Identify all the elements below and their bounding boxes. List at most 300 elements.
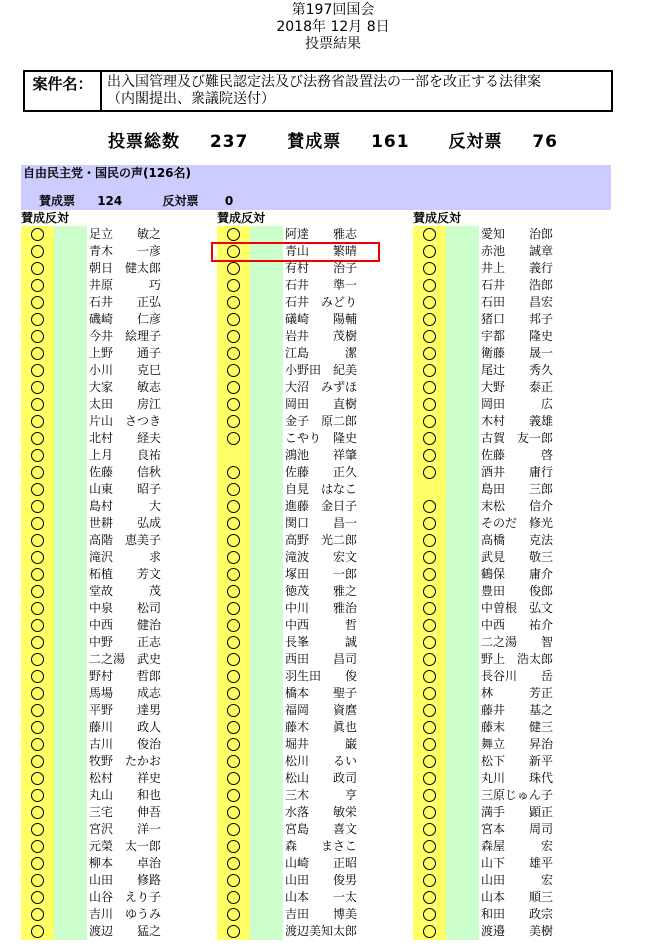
member-name: 和田 政宗 (481, 907, 554, 921)
member-row (217, 311, 397, 328)
yes-vote-circle-icon (423, 823, 436, 836)
yes-cell (413, 668, 446, 685)
yes-vote-circle-icon (423, 636, 436, 649)
member-name: 石井 浩郎 (481, 278, 554, 292)
yes-cell (217, 362, 250, 379)
no-cell (446, 226, 479, 243)
member-name: 宇都 隆史 (481, 329, 554, 343)
member-row (21, 872, 201, 889)
yes-vote-circle-icon (423, 330, 436, 343)
no-cell (250, 430, 283, 447)
yes-vote-circle-icon (31, 602, 44, 615)
no-cell (250, 702, 283, 719)
no-cell (446, 906, 479, 923)
member-name: 森 まさこ (285, 839, 358, 853)
column-header-yes: 賛成 (217, 211, 242, 225)
member-row (21, 447, 201, 464)
yes-vote-circle-icon (423, 806, 436, 819)
yes-cell (413, 804, 446, 821)
member-name: 青木 一彦 (89, 244, 162, 258)
member-row (413, 770, 593, 787)
member-row (217, 294, 397, 311)
yes-cell (21, 821, 54, 838)
yes-cell (217, 719, 250, 736)
yes-cell (21, 481, 54, 498)
yes-vote-circle-icon (31, 551, 44, 564)
member-row (217, 566, 397, 583)
member-row (413, 821, 593, 838)
yes-vote-circle-icon (423, 466, 436, 479)
column-header-yes: 賛成 (21, 211, 46, 225)
member-row (413, 447, 593, 464)
member-name: 山谷 えり子 (89, 890, 162, 904)
member-row (413, 753, 593, 770)
yes-vote-circle-icon (423, 517, 436, 530)
no-cell (446, 583, 479, 600)
member-row (217, 328, 397, 345)
yes-vote-circle-icon (227, 738, 240, 751)
member-row (413, 906, 593, 923)
member-name: 高階 恵美子 (89, 533, 162, 547)
no-cell (250, 396, 283, 413)
member-row (21, 294, 201, 311)
member-name: 古川 俊治 (89, 737, 162, 751)
no-cell (250, 719, 283, 736)
member-name: 森屋 宏 (481, 839, 554, 853)
yes-vote-circle-icon (31, 381, 44, 394)
member-name: 元榮 太一郎 (89, 839, 162, 853)
member-name: 野村 哲郎 (89, 669, 162, 683)
yes-cell (21, 668, 54, 685)
member-name: 吉川 ゆうみ (89, 907, 162, 921)
yes-vote-circle-icon (31, 772, 44, 785)
yes-vote-circle-icon (227, 296, 240, 309)
no-cell (446, 311, 479, 328)
yes-cell (21, 651, 54, 668)
member-row (21, 464, 201, 481)
no-cell (446, 447, 479, 464)
yes-cell (217, 821, 250, 838)
member-row (413, 498, 593, 515)
yes-cell (413, 855, 446, 872)
no-cell (446, 702, 479, 719)
no-cell (250, 379, 283, 396)
member-name: 磯崎 仁彦 (89, 312, 162, 326)
yes-vote-circle-icon (31, 687, 44, 700)
no-cell (250, 753, 283, 770)
no-cell (54, 328, 87, 345)
yes-cell (413, 872, 446, 889)
yes-vote-circle-icon (423, 874, 436, 887)
yes-cell (413, 685, 446, 702)
yes-cell (217, 600, 250, 617)
member-name: 石井 準一 (285, 278, 358, 292)
yes-vote-circle-icon (31, 347, 44, 360)
yes-cell (21, 583, 54, 600)
yes-cell (413, 906, 446, 923)
yes-cell (413, 702, 446, 719)
member-row (217, 855, 397, 872)
member-row (21, 702, 201, 719)
member-name: 松川 るい (285, 754, 358, 768)
yes-cell (21, 464, 54, 481)
yes-cell (413, 532, 446, 549)
member-name: 塚田 一郎 (285, 567, 358, 581)
no-cell (54, 481, 87, 498)
no-cell (446, 668, 479, 685)
member-row (413, 345, 593, 362)
yes-cell (217, 311, 250, 328)
yes-vote-circle-icon (423, 228, 436, 241)
member-row (413, 464, 593, 481)
member-name: 末松 信介 (481, 499, 554, 513)
yes-cell (413, 430, 446, 447)
member-name: 中西 健治 (89, 618, 162, 632)
member-name: 阿達 雅志 (285, 227, 358, 241)
yes-cell (21, 277, 54, 294)
yes-vote-circle-icon (31, 653, 44, 666)
yes-vote-circle-icon (31, 738, 44, 751)
no-cell (54, 770, 87, 787)
yes-vote-circle-icon (31, 449, 44, 462)
yes-cell (217, 566, 250, 583)
member-row (217, 787, 397, 804)
yes-vote-circle-icon (423, 602, 436, 615)
bill-box (23, 70, 613, 112)
member-row (21, 277, 201, 294)
yes-vote-circle-icon (31, 415, 44, 428)
yes-cell (21, 872, 54, 889)
yes-vote-circle-icon (31, 619, 44, 632)
member-name: 上月 良祐 (89, 448, 162, 462)
party-yes-count: 124 (97, 194, 123, 208)
member-name: 古賀 友一郎 (481, 431, 554, 445)
member-row (217, 447, 397, 464)
no-cell (250, 345, 283, 362)
member-row (413, 481, 593, 498)
yes-vote-circle-icon (31, 517, 44, 530)
yes-cell (21, 685, 54, 702)
yes-vote-circle-icon (227, 432, 240, 445)
member-row (413, 651, 593, 668)
party-header (21, 165, 611, 210)
no-cell (250, 515, 283, 532)
yes-cell (21, 838, 54, 855)
no-cell (250, 923, 283, 940)
vote-date: 2018年 12月 8日 (276, 19, 390, 35)
yes-cell (413, 821, 446, 838)
yes-vote-circle-icon (31, 398, 44, 411)
yes-vote-circle-icon (31, 568, 44, 581)
member-name: 長峯 誠 (285, 635, 358, 649)
member-row (21, 838, 201, 855)
yes-cell (217, 634, 250, 651)
total-votes: 237 (209, 132, 249, 152)
no-cell (54, 906, 87, 923)
member-name: 藤末 健三 (481, 720, 554, 734)
member-column (413, 226, 593, 940)
no-cell (54, 923, 87, 940)
yes-cell (413, 328, 446, 345)
member-row (413, 923, 593, 940)
member-name: 島村 大 (89, 499, 162, 513)
yes-vote-circle-icon (423, 534, 436, 547)
member-row (21, 617, 201, 634)
member-name: 牧野 たかお (89, 754, 162, 768)
no-cell (54, 447, 87, 464)
member-name: 馬場 成志 (89, 686, 162, 700)
member-name: 滝波 宏文 (285, 550, 358, 564)
member-name: 岩井 茂樹 (285, 329, 358, 343)
member-row (217, 719, 397, 736)
yes-vote-circle-icon (227, 551, 240, 564)
column-header (413, 211, 461, 225)
yes-vote-circle-icon (31, 704, 44, 717)
member-row (217, 583, 397, 600)
member-row (217, 277, 397, 294)
yes-vote-circle-icon (423, 704, 436, 717)
no-cell (446, 294, 479, 311)
member-row (413, 566, 593, 583)
member-name: 三宅 伸吾 (89, 805, 162, 819)
yes-cell (21, 447, 54, 464)
no-cell (54, 549, 87, 566)
member-row (21, 668, 201, 685)
yes-cell (413, 311, 446, 328)
no-cell (54, 736, 87, 753)
bill-name (107, 74, 541, 108)
yes-cell (217, 685, 250, 702)
no-cell (54, 498, 87, 515)
member-name: 中川 雅治 (285, 601, 358, 615)
party-no-label: 反対票 (162, 194, 199, 208)
no-cell (446, 804, 479, 821)
member-name: 山田 宏 (481, 873, 554, 887)
column-header-no: 反対 (45, 211, 70, 225)
member-name: 橋本 聖子 (285, 686, 358, 700)
member-row (217, 481, 397, 498)
member-row (217, 260, 397, 277)
member-name: 大家 敏志 (89, 380, 162, 394)
no-cell (54, 889, 87, 906)
member-row (217, 549, 397, 566)
no-cell (250, 464, 283, 481)
no-cell (446, 753, 479, 770)
yes-vote-circle-icon (31, 245, 44, 258)
member-name: 羽生田 俊 (285, 669, 358, 683)
yes-cell (217, 753, 250, 770)
member-row (217, 668, 397, 685)
member-row (21, 243, 201, 260)
no-cell (250, 532, 283, 549)
yes-cell (413, 447, 446, 464)
member-row (217, 600, 397, 617)
yes-vote-circle-icon (31, 228, 44, 241)
member-name: 酒井 庸行 (481, 465, 554, 479)
yes-cell (217, 515, 250, 532)
yes-cell (217, 583, 250, 600)
no-cell (446, 532, 479, 549)
no-cell (446, 481, 479, 498)
yes-cell (413, 260, 446, 277)
member-row (21, 481, 201, 498)
yes-cell (21, 413, 54, 430)
yes-cell (217, 260, 250, 277)
yes-vote-circle-icon (31, 432, 44, 445)
yes-vote-circle-icon (423, 687, 436, 700)
yes-vote-circle-icon (227, 840, 240, 853)
no-cell (250, 311, 283, 328)
no-cell (250, 328, 283, 345)
yes-vote-circle-icon (31, 636, 44, 649)
yes-vote-circle-icon (423, 364, 436, 377)
yes-cell (217, 702, 250, 719)
yes-cell (21, 430, 54, 447)
yes-vote-circle-icon (31, 330, 44, 343)
member-name: 柳本 卓治 (89, 856, 162, 870)
member-name: 林 芳正 (481, 686, 554, 700)
yes-vote-circle-icon (31, 364, 44, 377)
no-cell (250, 736, 283, 753)
no-cell (250, 413, 283, 430)
yes-cell (413, 753, 446, 770)
yes-vote-circle-icon (423, 755, 436, 768)
yes-vote-circle-icon (227, 466, 240, 479)
column-header-yes: 賛成 (413, 211, 438, 225)
yes-vote-circle-icon (423, 738, 436, 751)
no-cell (250, 617, 283, 634)
no-cell (446, 277, 479, 294)
member-row (21, 413, 201, 430)
member-row (413, 889, 593, 906)
bill-note: （内閣提出、衆議院送付） (107, 91, 275, 107)
yes-vote-circle-icon (423, 245, 436, 258)
yes-vote-circle-icon (31, 857, 44, 870)
member-name: 佐藤 啓 (481, 448, 554, 462)
no-cell (446, 379, 479, 396)
no-cell (54, 583, 87, 600)
yes-vote-circle-icon (423, 398, 436, 411)
no-cell (54, 430, 87, 447)
member-row (21, 345, 201, 362)
yes-cell (21, 549, 54, 566)
member-name: 関口 昌一 (285, 516, 358, 530)
yes-vote-circle-icon (31, 466, 44, 479)
member-row (21, 549, 201, 566)
member-name: 丸川 珠代 (481, 771, 554, 785)
member-name: 石田 昌宏 (481, 295, 554, 309)
member-name: 徳茂 雅之 (285, 584, 358, 598)
yes-vote-circle-icon (423, 500, 436, 513)
yes-cell (413, 277, 446, 294)
yes-vote-circle-icon (227, 500, 240, 513)
member-row (413, 515, 593, 532)
yes-vote-circle-icon (423, 585, 436, 598)
no-cell (250, 566, 283, 583)
member-name: 鶴保 庸介 (481, 567, 554, 581)
member-row (413, 838, 593, 855)
no-cell (54, 226, 87, 243)
member-name: 平野 達男 (89, 703, 162, 717)
member-name: 自見 はなこ (285, 482, 358, 496)
no-cell (54, 413, 87, 430)
yes-vote-circle-icon (227, 279, 240, 292)
yes-vote-circle-icon (227, 704, 240, 717)
member-row (413, 634, 593, 651)
member-row (217, 872, 397, 889)
no-cell (250, 787, 283, 804)
member-row (217, 651, 397, 668)
member-row (413, 396, 593, 413)
no-cell (446, 515, 479, 532)
member-row (217, 345, 397, 362)
yes-vote-circle-icon (31, 721, 44, 734)
member-name: 中泉 松司 (89, 601, 162, 615)
member-row (21, 566, 201, 583)
member-name: 堂故 茂 (89, 584, 162, 598)
yes-cell (217, 770, 250, 787)
yes-vote-circle-icon (31, 874, 44, 887)
no-cell (54, 243, 87, 260)
yes-cell (413, 226, 446, 243)
member-row (21, 532, 201, 549)
no-cell (446, 345, 479, 362)
yes-cell (21, 906, 54, 923)
member-name: 金子 原二郎 (285, 414, 358, 428)
no-cell (250, 481, 283, 498)
member-row (21, 753, 201, 770)
yes-vote-circle-icon (423, 619, 436, 632)
member-row (21, 787, 201, 804)
yes-cell (217, 651, 250, 668)
yes-cell (217, 889, 250, 906)
yes-vote-circle-icon (227, 262, 240, 275)
member-name: 満手 顕正 (481, 805, 554, 819)
member-row (413, 311, 593, 328)
member-name: 柘植 芳文 (89, 567, 162, 581)
yes-vote-circle-icon (227, 602, 240, 615)
total-votes-label: 投票総数 (107, 132, 180, 152)
no-cell (54, 838, 87, 855)
member-row (217, 430, 397, 447)
member-name: 小野田 紀美 (285, 363, 358, 377)
yes-vote-circle-icon (31, 483, 44, 496)
member-name: 衛藤 晟一 (481, 346, 554, 360)
yes-vote-circle-icon (227, 721, 240, 734)
member-row (217, 736, 397, 753)
member-row (413, 294, 593, 311)
yes-cell (413, 736, 446, 753)
member-name: 大野 泰正 (481, 380, 554, 394)
yes-cell (413, 243, 446, 260)
yes-cell (413, 396, 446, 413)
yes-cell (21, 498, 54, 515)
yes-cell (413, 923, 446, 940)
member-row (413, 243, 593, 260)
no-cell (446, 855, 479, 872)
member-name: 礒崎 陽輔 (285, 312, 358, 326)
yes-cell (413, 379, 446, 396)
member-row (413, 702, 593, 719)
yes-vote-circle-icon (227, 636, 240, 649)
no-cell (446, 549, 479, 566)
no-cell (54, 872, 87, 889)
no-cell (446, 260, 479, 277)
member-row (217, 413, 397, 430)
yes-cell (217, 430, 250, 447)
member-name: 山田 修路 (89, 873, 162, 887)
yes-cell (217, 413, 250, 430)
